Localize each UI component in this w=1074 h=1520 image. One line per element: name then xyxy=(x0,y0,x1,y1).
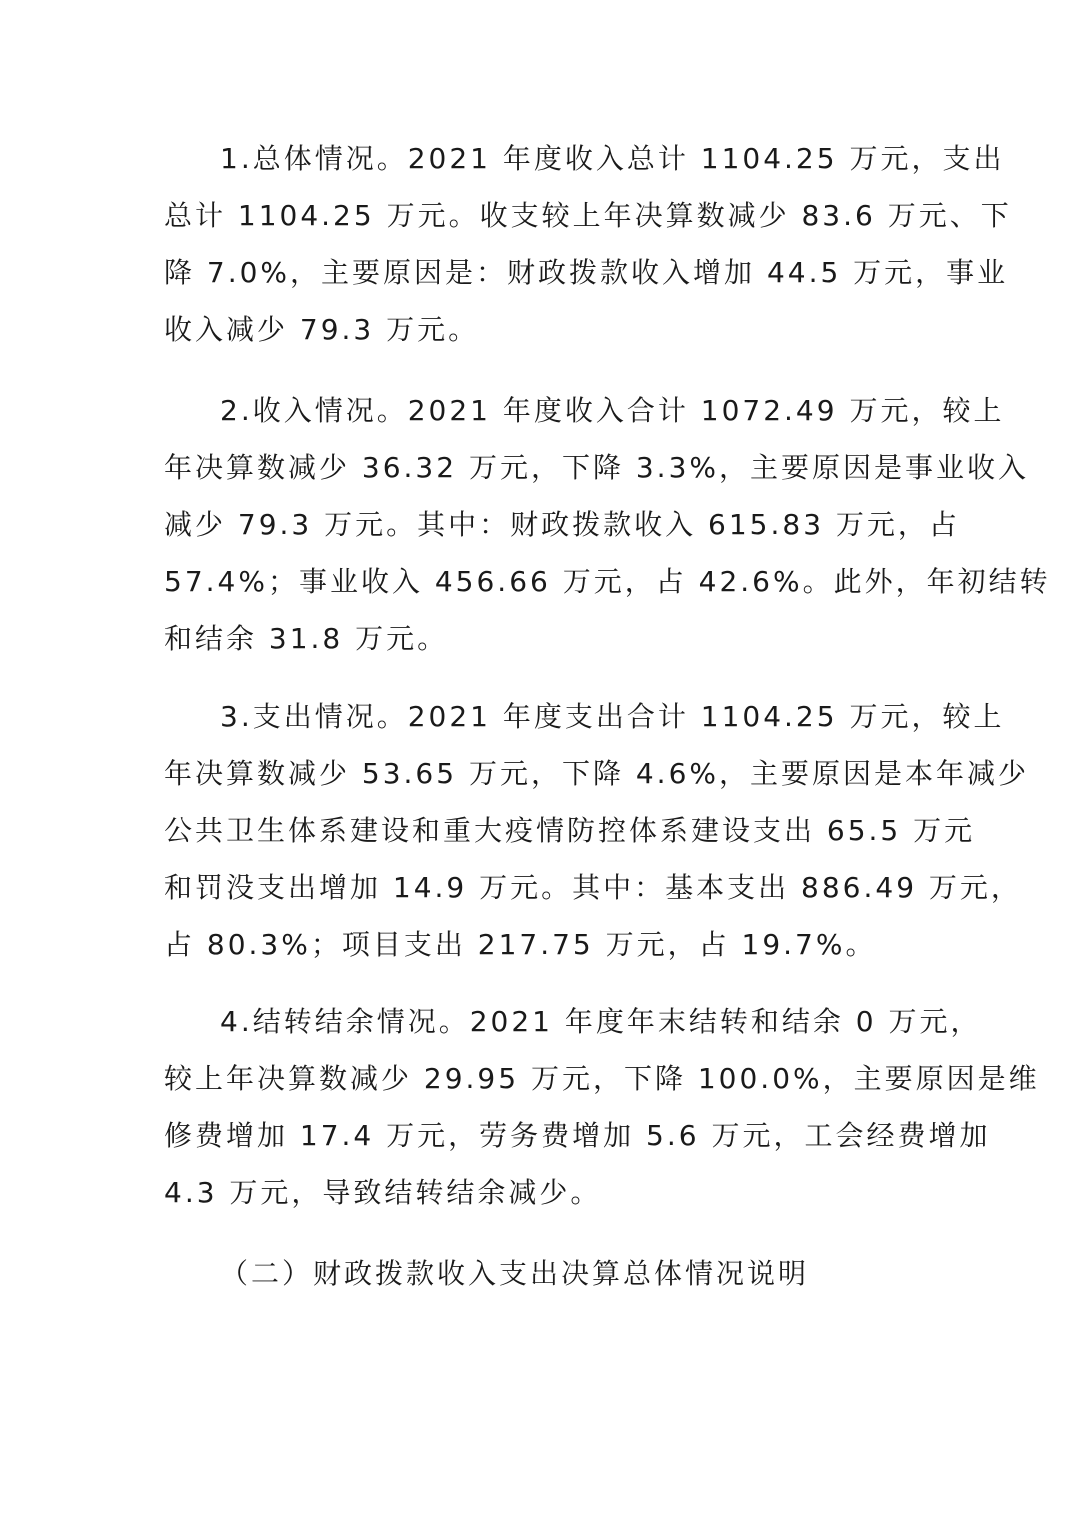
paragraph-expenditure xyxy=(164,688,1029,973)
paragraph-line: 2.收入情况。2021 年度收入合计 1072.49 万元，较上 xyxy=(220,394,1005,427)
paragraph-line: 和罚没支出增加 14.9 万元。其中：基本支出 886.49 万元， xyxy=(164,871,1022,904)
paragraph-line: 和结余 31.8 万元。 xyxy=(164,622,449,655)
paragraph-line: 3.支出情况。2021 年度支出合计 1104.25 万元，较上 xyxy=(220,700,1005,733)
paragraph-line: 较上年决算数减少 29.95 万元，下降 100.0%，主要原因是维 xyxy=(164,1062,1040,1095)
paragraph-line: 占 80.3%；项目支出 217.75 万元，占 19.7%。 xyxy=(164,928,877,961)
paragraph-line: 4.结转结余情况。2021 年度年末结转和结余 0 万元， xyxy=(220,1005,982,1038)
paragraph-line: 年决算数减少 53.65 万元，下降 4.6%，主要原因是本年减少 xyxy=(164,757,1029,790)
paragraph-line: 收入减少 79.3 万元。 xyxy=(164,313,480,346)
paragraph-line: 1.总体情况。2021 年度收入总计 1104.25 万元，支出 xyxy=(220,142,1005,175)
paragraph-line: 公共卫生体系建设和重大疫情防控体系建设支出 65.5 万元 xyxy=(164,814,976,847)
paragraph-line: 修费增加 17.4 万元，劳务费增加 5.6 万元，工会经费增加 xyxy=(164,1119,991,1152)
paragraph-overall xyxy=(164,130,1012,358)
paragraph-line: 57.4%；事业收入 456.66 万元，占 42.6%。此外，年初结转 xyxy=(164,565,1051,598)
paragraph-income xyxy=(164,382,1051,667)
paragraph-line: 4.3 万元，导致结转结余减少。 xyxy=(164,1176,602,1209)
paragraph-line: 总计 1104.25 万元。收支较上年决算数减少 83.6 万元、下 xyxy=(164,199,1012,232)
paragraph-line: 减少 79.3 万元。其中：财政拨款收入 615.83 万元，占 xyxy=(164,508,960,541)
paragraph-line: 降 7.0%，主要原因是：财政拨款收入增加 44.5 万元，事业 xyxy=(164,256,1009,289)
section-heading: （二）财政拨款收入支出决算总体情况说明 xyxy=(220,1257,810,1290)
paragraph-carryover xyxy=(164,993,1040,1221)
paragraph-line: 年决算数减少 36.32 万元，下降 3.3%，主要原因是事业收入 xyxy=(164,451,1029,484)
